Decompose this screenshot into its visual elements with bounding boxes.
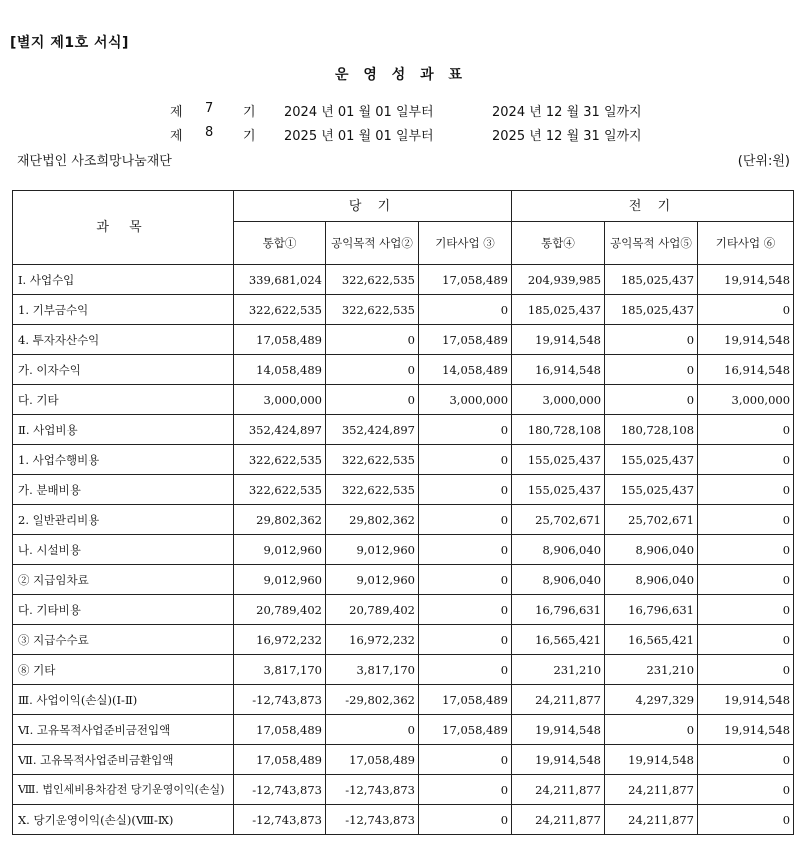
amount-cell: 185,025,437 xyxy=(605,265,698,295)
row-label: 1. 사업수행비용 xyxy=(13,445,234,475)
row-label: Ⅹ. 당기운영이익(손실)(Ⅷ-Ⅸ) xyxy=(13,805,234,835)
amount-cell: 322,622,535 xyxy=(234,475,326,505)
amount-cell: 19,914,548 xyxy=(512,715,605,745)
amount-cell: 0 xyxy=(698,655,794,685)
amount-cell: 9,012,960 xyxy=(234,535,326,565)
amount-cell: -12,743,873 xyxy=(326,775,419,805)
period-number: 8 xyxy=(205,125,214,140)
amount-cell: 25,702,671 xyxy=(605,505,698,535)
row-label: 나. 시설비용 xyxy=(13,535,234,565)
amount-cell: 180,728,108 xyxy=(512,415,605,445)
amount-cell: 352,424,897 xyxy=(234,415,326,445)
amount-cell: 0 xyxy=(419,475,512,505)
row-label: Ⅲ. 사업이익(손실)(Ⅰ-Ⅱ) xyxy=(13,685,234,715)
table-row xyxy=(13,265,794,295)
amount-cell: 17,058,489 xyxy=(419,265,512,295)
column-header: 통합④ xyxy=(512,222,605,265)
amount-cell: 16,972,232 xyxy=(234,625,326,655)
column-header: 공익목적 사업⑤ xyxy=(605,222,698,265)
table-row xyxy=(13,505,794,535)
amount-cell: 14,058,489 xyxy=(234,355,326,385)
amount-cell: 322,622,535 xyxy=(234,445,326,475)
amount-cell: -29,802,362 xyxy=(326,685,419,715)
row-label: Ⅶ. 고유목적사업준비금환입액 xyxy=(13,745,234,775)
amount-cell: 25,702,671 xyxy=(512,505,605,535)
amount-cell: 0 xyxy=(698,595,794,625)
table-row xyxy=(13,565,794,595)
row-label: Ⅵ. 고유목적사업준비금전입액 xyxy=(13,715,234,745)
amount-cell: 0 xyxy=(698,295,794,325)
amount-cell: 0 xyxy=(326,325,419,355)
table-row xyxy=(13,595,794,625)
amount-cell: 0 xyxy=(698,775,794,805)
amount-cell: 8,906,040 xyxy=(605,535,698,565)
amount-cell: 19,914,548 xyxy=(698,325,794,355)
amount-cell: 17,058,489 xyxy=(234,745,326,775)
amount-cell: 0 xyxy=(698,475,794,505)
table-row xyxy=(13,715,794,745)
column-header: 공익목적 사업② xyxy=(326,222,419,265)
table-row xyxy=(13,415,794,445)
row-label: 가. 이자수익 xyxy=(13,355,234,385)
period-number: 7 xyxy=(205,101,214,116)
amount-cell: 0 xyxy=(698,505,794,535)
row-label: Ⅱ. 사업비용 xyxy=(13,415,234,445)
amount-cell: 19,914,548 xyxy=(698,265,794,295)
amount-cell: 29,802,362 xyxy=(326,505,419,535)
column-header: 통합① xyxy=(234,222,326,265)
subject-header: 과 목 xyxy=(13,191,234,265)
row-label: ③ 지급수수료 xyxy=(13,625,234,655)
row-label: Ⅷ. 법인세비용차감전 당기운영이익(손실) xyxy=(13,775,234,805)
amount-cell: 0 xyxy=(419,505,512,535)
period-to: 2025 년 12 월 31 일까지 xyxy=(492,129,642,144)
amount-cell: 17,058,489 xyxy=(419,325,512,355)
table-row xyxy=(13,745,794,775)
table-row xyxy=(13,685,794,715)
amount-cell: 185,025,437 xyxy=(512,295,605,325)
amount-cell: 19,914,548 xyxy=(512,325,605,355)
amount-cell: 3,000,000 xyxy=(512,385,605,415)
amount-cell: 204,939,985 xyxy=(512,265,605,295)
amount-cell: 24,211,877 xyxy=(512,805,605,835)
document-title: 운 영 성 과 표 xyxy=(334,67,468,83)
amount-cell: 0 xyxy=(419,535,512,565)
amount-cell: -12,743,873 xyxy=(234,805,326,835)
amount-cell: 0 xyxy=(419,295,512,325)
amount-cell: 0 xyxy=(419,565,512,595)
amount-cell: 19,914,548 xyxy=(698,715,794,745)
amount-cell: 322,622,535 xyxy=(326,295,419,325)
amount-cell: 24,211,877 xyxy=(512,685,605,715)
table-row xyxy=(13,325,794,355)
amount-cell: 16,914,548 xyxy=(512,355,605,385)
amount-cell: 0 xyxy=(698,535,794,565)
operating-results-table xyxy=(12,190,794,835)
row-label: ⑧ 기타 xyxy=(13,655,234,685)
amount-cell: 0 xyxy=(419,415,512,445)
table-row xyxy=(13,445,794,475)
amount-cell: 0 xyxy=(419,775,512,805)
amount-cell: -12,743,873 xyxy=(234,775,326,805)
row-label: 다. 기타 xyxy=(13,385,234,415)
amount-cell: 29,802,362 xyxy=(234,505,326,535)
amount-cell: 0 xyxy=(419,595,512,625)
amount-cell: 0 xyxy=(419,655,512,685)
amount-cell: 185,025,437 xyxy=(605,295,698,325)
amount-cell: 4,297,329 xyxy=(605,685,698,715)
amount-cell: 17,058,489 xyxy=(234,325,326,355)
amount-cell: 16,972,232 xyxy=(326,625,419,655)
amount-cell: 17,058,489 xyxy=(419,685,512,715)
row-label: 다. 기타비용 xyxy=(13,595,234,625)
amount-cell: 3,000,000 xyxy=(698,385,794,415)
amount-cell: 155,025,437 xyxy=(605,475,698,505)
table-row xyxy=(13,385,794,415)
table-row xyxy=(13,295,794,325)
table-row xyxy=(13,655,794,685)
unit-label: (단위:원) xyxy=(737,154,790,169)
column-header: 기타사업 ③ xyxy=(419,222,512,265)
amount-cell: 322,622,535 xyxy=(326,265,419,295)
current-period-header: 당 기 xyxy=(234,191,512,222)
row-label: 가. 분배비용 xyxy=(13,475,234,505)
amount-cell: 352,424,897 xyxy=(326,415,419,445)
amount-cell: 16,796,631 xyxy=(512,595,605,625)
row-label: 1. 기부금수익 xyxy=(13,295,234,325)
amount-cell: 0 xyxy=(419,805,512,835)
amount-cell: 0 xyxy=(326,385,419,415)
row-label: ② 지급임차료 xyxy=(13,565,234,595)
table-body xyxy=(13,265,794,835)
amount-cell: 339,681,024 xyxy=(234,265,326,295)
amount-cell: 8,906,040 xyxy=(512,565,605,595)
table-row xyxy=(13,775,794,805)
amount-cell: 0 xyxy=(698,745,794,775)
previous-period-header: 전 기 xyxy=(512,191,794,222)
period-to: 2024 년 12 월 31 일까지 xyxy=(492,105,642,120)
period-je: 제 xyxy=(170,105,183,120)
amount-cell: 231,210 xyxy=(605,655,698,685)
amount-cell: 0 xyxy=(605,325,698,355)
amount-cell: 20,789,402 xyxy=(326,595,419,625)
amount-cell: 0 xyxy=(326,715,419,745)
amount-cell: 0 xyxy=(605,355,698,385)
table-row xyxy=(13,535,794,565)
amount-cell: 20,789,402 xyxy=(234,595,326,625)
amount-cell: 17,058,489 xyxy=(234,715,326,745)
amount-cell: 9,012,960 xyxy=(234,565,326,595)
amount-cell: 8,906,040 xyxy=(512,535,605,565)
amount-cell: 3,817,170 xyxy=(234,655,326,685)
amount-cell: 19,914,548 xyxy=(698,685,794,715)
amount-cell: 3,000,000 xyxy=(234,385,326,415)
amount-cell: -12,743,873 xyxy=(234,685,326,715)
table-row xyxy=(13,805,794,835)
amount-cell: 3,817,170 xyxy=(326,655,419,685)
period-je: 제 xyxy=(170,129,183,144)
amount-cell: 0 xyxy=(698,445,794,475)
amount-cell: 0 xyxy=(605,715,698,745)
row-label: Ⅰ. 사업수입 xyxy=(13,265,234,295)
amount-cell: 19,914,548 xyxy=(512,745,605,775)
amount-cell: -12,743,873 xyxy=(326,805,419,835)
amount-cell: 24,211,877 xyxy=(512,775,605,805)
amount-cell: 3,000,000 xyxy=(419,385,512,415)
amount-cell: 24,211,877 xyxy=(605,805,698,835)
amount-cell: 0 xyxy=(419,625,512,655)
amount-cell: 16,565,421 xyxy=(605,625,698,655)
organization-name: 재단법인 사조희망나눔재단 xyxy=(17,154,172,169)
amount-cell: 180,728,108 xyxy=(605,415,698,445)
amount-cell: 0 xyxy=(698,625,794,655)
amount-cell: 155,025,437 xyxy=(605,445,698,475)
amount-cell: 19,914,548 xyxy=(605,745,698,775)
amount-cell: 322,622,535 xyxy=(326,475,419,505)
table-row xyxy=(13,625,794,655)
period-gi: 기 xyxy=(243,105,256,120)
amount-cell: 231,210 xyxy=(512,655,605,685)
table-row xyxy=(13,475,794,505)
form-number: [별지 제1호 서식] xyxy=(10,35,129,51)
amount-cell: 9,012,960 xyxy=(326,565,419,595)
amount-cell: 0 xyxy=(698,805,794,835)
amount-cell: 9,012,960 xyxy=(326,535,419,565)
amount-cell: 8,906,040 xyxy=(605,565,698,595)
amount-cell: 17,058,489 xyxy=(419,715,512,745)
row-label: 2. 일반관리비용 xyxy=(13,505,234,535)
period-gi: 기 xyxy=(243,129,256,144)
row-label: 4. 투자자산수익 xyxy=(13,325,234,355)
amount-cell: 0 xyxy=(419,445,512,475)
amount-cell: 0 xyxy=(698,415,794,445)
amount-cell: 0 xyxy=(419,745,512,775)
period-from: 2024 년 01 월 01 일부터 xyxy=(284,105,434,120)
amount-cell: 16,565,421 xyxy=(512,625,605,655)
amount-cell: 14,058,489 xyxy=(419,355,512,385)
amount-cell: 0 xyxy=(698,565,794,595)
amount-cell: 16,796,631 xyxy=(605,595,698,625)
amount-cell: 322,622,535 xyxy=(326,445,419,475)
amount-cell: 0 xyxy=(326,355,419,385)
amount-cell: 155,025,437 xyxy=(512,475,605,505)
amount-cell: 16,914,548 xyxy=(698,355,794,385)
amount-cell: 0 xyxy=(605,385,698,415)
amount-cell: 24,211,877 xyxy=(605,775,698,805)
period-from: 2025 년 01 월 01 일부터 xyxy=(284,129,434,144)
amount-cell: 17,058,489 xyxy=(326,745,419,775)
amount-cell: 322,622,535 xyxy=(234,295,326,325)
table-row xyxy=(13,355,794,385)
amount-cell: 155,025,437 xyxy=(512,445,605,475)
column-header: 기타사업 ⑥ xyxy=(698,222,794,265)
